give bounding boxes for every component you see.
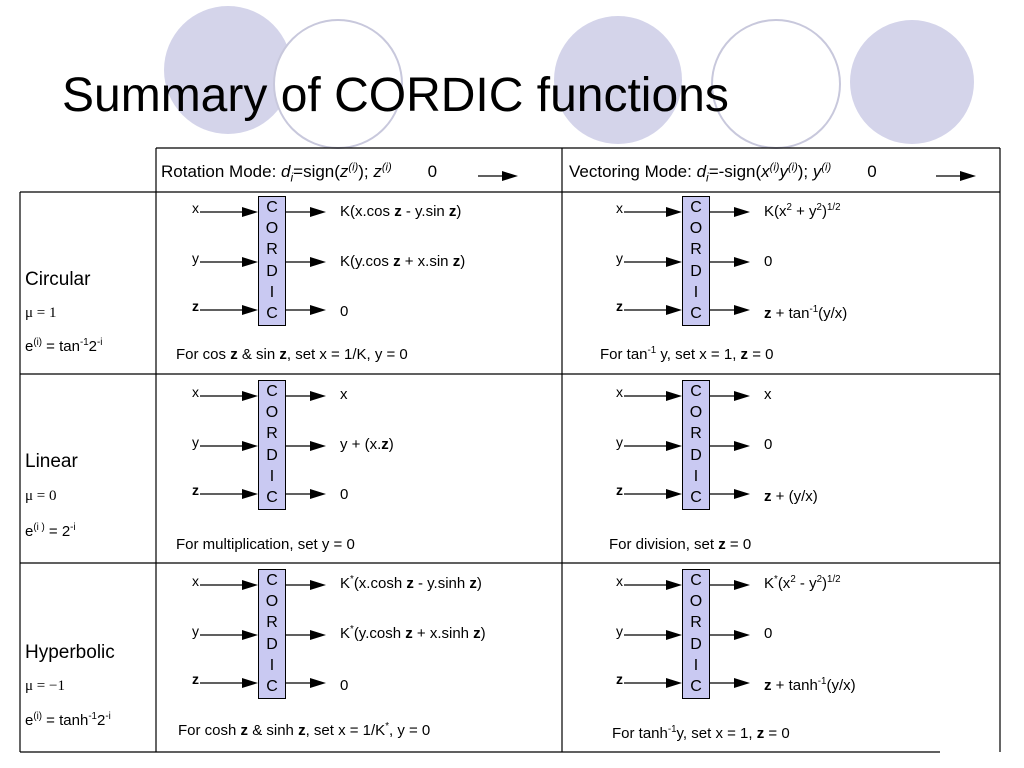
out-rot-circ-x: K(x.cos z - y.sin z) <box>340 203 462 220</box>
output-arrow <box>710 207 750 217</box>
cordic-letter: O <box>265 220 279 238</box>
cordic-letter: R <box>690 614 702 632</box>
cordic-letter: I <box>269 656 275 674</box>
cordic-block <box>258 196 286 326</box>
input-arrow <box>624 257 682 267</box>
cordic-letter: D <box>690 262 702 280</box>
row-e-linear: $e^{(i )} = 2^{-i}$ <box>25 522 76 540</box>
cordic-letter: C <box>690 383 702 400</box>
cordic-letter: C <box>266 572 278 589</box>
out-rot-circ-z: 0 <box>340 303 349 320</box>
cordic-block <box>258 569 286 699</box>
input-label-x: x <box>616 200 623 216</box>
out-vec-circ-y: 0 <box>764 253 773 270</box>
header-arrow-rotation <box>478 171 518 181</box>
cordic-letter: D <box>690 446 702 464</box>
note-rotation-hyperbolic: For cosh z & sinh z, set x = 1/K*, y = 0 <box>178 721 431 739</box>
output-arrow <box>710 580 750 590</box>
cordic-letter: I <box>693 656 699 674</box>
cordic-letter: O <box>265 404 279 422</box>
input-arrow <box>200 489 258 499</box>
output-arrow <box>286 391 326 401</box>
input-label-y: y <box>192 250 199 266</box>
output-arrow <box>286 441 326 451</box>
out-rot-hyp-y: K*(y.cosh z + x.sinh z) <box>340 624 486 642</box>
input-arrow <box>200 630 258 640</box>
cordic-letter: C <box>690 677 702 695</box>
cordic-letter: C <box>266 383 278 400</box>
cordic-letter: D <box>690 635 702 653</box>
cordic-letter: C <box>266 304 278 322</box>
cordic-letter: I <box>693 467 699 485</box>
cordic-letter: R <box>266 614 278 632</box>
row-name-linear: Linear <box>25 451 78 472</box>
output-arrow <box>286 207 326 217</box>
cordic-letter: O <box>689 404 703 422</box>
out-vec-circ-x: $K(x^2 + y^2)^{1/2}$ <box>764 202 841 220</box>
input-label-z: z <box>616 482 623 498</box>
input-arrow <box>624 630 682 640</box>
out-vec-lin-z: z + (y/x) <box>764 488 818 505</box>
out-rot-hyp-z: 0 <box>340 677 349 694</box>
output-arrow <box>286 580 326 590</box>
slide-title: Summary of CORDIC functions <box>62 69 729 122</box>
cordic-letter: O <box>689 593 703 611</box>
out-rot-circ-y: K(y.cos z + x.sin z) <box>340 253 466 270</box>
cordic-letter: C <box>690 199 702 216</box>
header-arrow-vectoring <box>936 171 976 181</box>
cordic-letter: I <box>269 467 275 485</box>
output-arrow <box>286 305 326 315</box>
input-arrow <box>200 678 258 688</box>
cordic-letter: D <box>266 262 278 280</box>
arrows-layer <box>200 171 976 688</box>
row-mu-hyperbolic: μ = −1 <box>25 678 65 694</box>
out-rot-hyp-x: K*(x.cosh z - y.sinh z) <box>340 574 482 592</box>
output-arrow <box>710 257 750 267</box>
input-arrow <box>200 257 258 267</box>
row-mu-linear: μ = 0 <box>25 488 57 504</box>
out-rot-lin-z: 0 <box>340 486 349 503</box>
row-e-circular: $e^{(i)} = \tan^{-1}2^{-i}$ <box>25 337 103 355</box>
input-arrow <box>624 489 682 499</box>
cordic-letter: C <box>690 572 702 589</box>
input-arrow <box>624 305 682 315</box>
input-label-y: y <box>616 250 623 266</box>
input-label-x: x <box>192 200 199 216</box>
cordic-letter: R <box>690 241 702 259</box>
note-vectoring-linear: For division, set z = 0 <box>609 536 752 553</box>
output-arrow <box>710 630 750 640</box>
input-arrow <box>624 207 682 217</box>
cordic-letter: R <box>690 425 702 443</box>
out-vec-hyp-x: $K^*(x^2 - y^2)^{1/2}$ <box>764 574 841 592</box>
cordic-letter: R <box>266 425 278 443</box>
output-arrow <box>286 678 326 688</box>
row-e-hyperbolic: $e^{(i)} = \tanh^{-1}2^{-i}$ <box>25 711 111 729</box>
output-arrow <box>710 305 750 315</box>
header-rotation: Rotation Mode: $d_i=sign(z^{(i)})$; $z^{(i)}$ 0 <box>161 161 438 185</box>
note-vectoring-circular: For $\tan^{-1} y$, set x = 1, z = 0 <box>600 345 774 363</box>
row-name-hyperbolic: Hyperbolic <box>25 642 115 663</box>
cordic-letter: R <box>266 241 278 259</box>
output-arrow <box>710 489 750 499</box>
input-arrow <box>200 580 258 590</box>
input-label-y: y <box>192 623 199 639</box>
out-rot-lin-y: y + (x.z) <box>340 436 394 453</box>
input-arrow <box>624 678 682 688</box>
input-arrow <box>200 441 258 451</box>
input-arrow <box>624 580 682 590</box>
cordic-block <box>258 380 286 510</box>
input-arrow <box>624 391 682 401</box>
output-arrow <box>710 678 750 688</box>
cordic-block <box>682 196 710 326</box>
input-label-y: y <box>616 623 623 639</box>
input-label-z: z <box>192 298 199 314</box>
out-vec-circ-z: $z + \tan^{-1}(y/x)$ <box>764 304 848 322</box>
row-mu-circular: μ = 1 <box>25 305 57 321</box>
out-vec-hyp-z: $z + \tanh^{-1}(y/x)$ <box>764 676 856 694</box>
cordic-letter: I <box>269 283 275 301</box>
cordic-block <box>682 380 710 510</box>
input-label-y: y <box>616 434 623 450</box>
note-vectoring-hyperbolic: For $\tanh^{-1}y$, set x = 1, z = 0 <box>612 724 790 742</box>
cordic-letter: C <box>266 488 278 506</box>
cordic-letter: D <box>266 446 278 464</box>
cordic-letter: C <box>690 304 702 322</box>
input-arrow <box>200 305 258 315</box>
output-arrow <box>286 630 326 640</box>
input-label-z: z <box>192 482 199 498</box>
cordic-letter: C <box>266 677 278 695</box>
cordic-letter: O <box>265 593 279 611</box>
out-vec-lin-x: x <box>764 386 772 403</box>
cordic-block <box>682 569 710 699</box>
out-rot-lin-x: x <box>340 386 348 403</box>
note-rotation-linear: For multiplication, set y = 0 <box>176 536 355 553</box>
out-vec-lin-y: 0 <box>764 436 773 453</box>
input-arrow <box>200 207 258 217</box>
output-arrow <box>710 391 750 401</box>
cordic-letter: C <box>266 199 278 216</box>
input-label-x: x <box>192 384 199 400</box>
cordic-letter: I <box>693 283 699 301</box>
input-label-x: x <box>616 573 623 589</box>
input-label-z: z <box>616 298 623 314</box>
output-arrow <box>710 441 750 451</box>
output-arrow <box>286 489 326 499</box>
note-rotation-circular: For cos z & sin z, set x = 1/K, y = 0 <box>176 346 408 363</box>
header-vectoring: Vectoring Mode: $d_i=-sign(x^{(i)}y^{(i)})$; $y^{(i)}$ 0 <box>569 161 877 185</box>
input-label-z: z <box>192 671 199 687</box>
input-label-x: x <box>192 573 199 589</box>
out-vec-hyp-y: 0 <box>764 625 773 642</box>
cordic-letter: D <box>266 635 278 653</box>
input-label-z: z <box>616 671 623 687</box>
cordic-letter: C <box>690 488 702 506</box>
input-label-x: x <box>616 384 623 400</box>
input-label-y: y <box>192 434 199 450</box>
input-arrow <box>200 391 258 401</box>
row-name-circular: Circular <box>25 269 91 290</box>
output-arrow <box>286 257 326 267</box>
cordic-letter: O <box>689 220 703 238</box>
input-arrow <box>624 441 682 451</box>
